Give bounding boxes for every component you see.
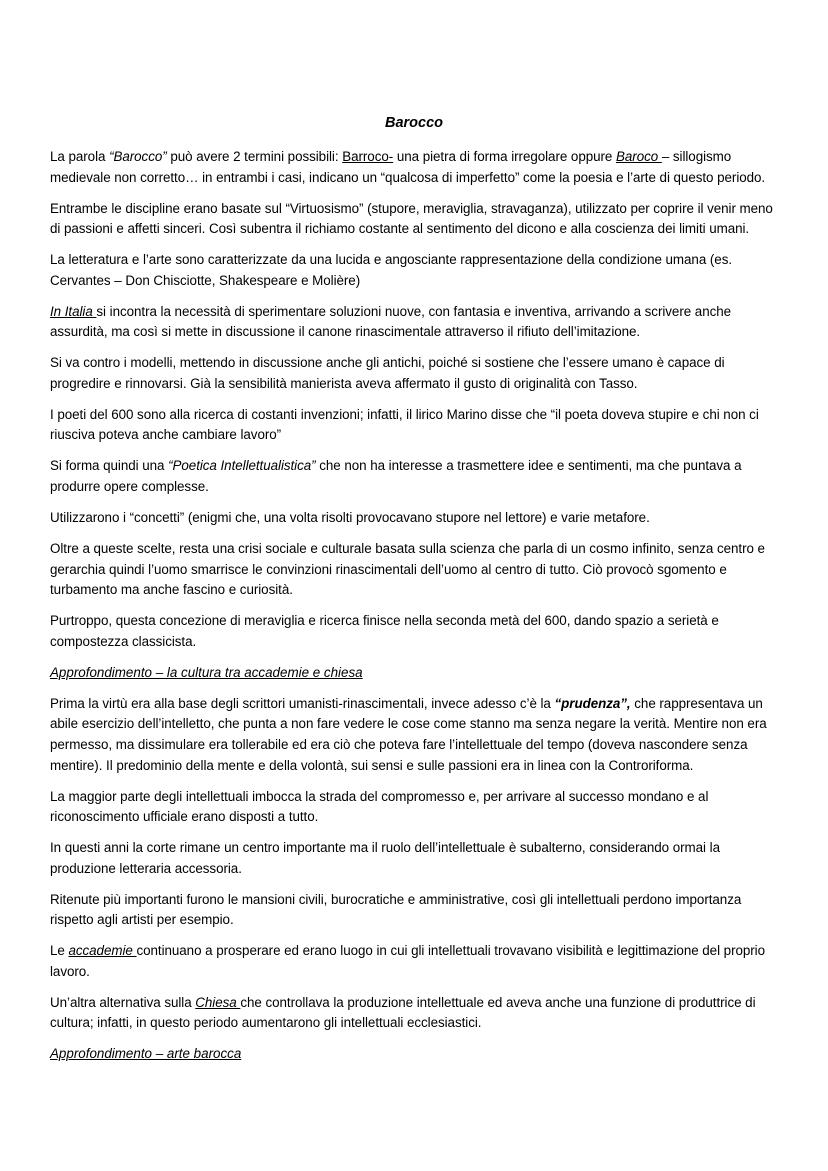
paragraph-in-italia bbox=[50, 302, 778, 343]
paragraph-poetica bbox=[50, 456, 778, 497]
text: Le bbox=[50, 943, 69, 959]
paragraph-prudenza bbox=[50, 694, 778, 776]
term-poetica-intellettualistica: “Poetica Intellettualistica” bbox=[168, 458, 316, 474]
section-heading-cultura: Approfondimento – la cultura tra accademie e chiesa bbox=[50, 664, 363, 680]
text: Prima la virtù era alla base degli scrittori umanisti-rinascimentali, invece adesso c’è la bbox=[50, 695, 555, 711]
paragraph-purtroppo: Purtroppo, questa concezione di meraviglia e ricerca finisce nella seconda metà del 600, dando spazio a serietà e compostezza classicista. bbox=[50, 613, 719, 649]
paragraph-poeti-600: I poeti del 600 sono alla ricerca di costanti invenzioni; infatti, il lirico Marino disse che “il poeta doveva stupire e chi non ci riusciva poteva anche cambiare lavoro” bbox=[50, 406, 759, 443]
paragraph-modelli: Si va contro i modelli, mettendo in discussione anche gli antichi, poiché si sostiene che l’essere umano è capace di progredire e rinnovarsi. Già la sensibilità manierista aveva affermato il gusto di originalità con Tasso. bbox=[50, 355, 725, 391]
text: La parola bbox=[50, 149, 110, 164]
text: continuano a prosperare ed erano luogo in cui gli intellettuali trovavano visibilità e legittimazione del proprio lavoro. bbox=[50, 943, 766, 979]
text: Si forma quindi una bbox=[50, 458, 169, 474]
paragraph-crisi: Oltre a queste scelte, resta una crisi sociale e culturale basata sulla scienza che parla di un cosmo infinito, senza centro e gerarchia quindi l’uomo smarrisce le convinzioni rinascimentali dell’uomo al centro di tutto. Ciò provocò sgomento e turbamento ma anche fascino e curiosità. bbox=[50, 541, 765, 598]
text: Un’altra alternativa sulla bbox=[50, 994, 196, 1010]
document-title: Barocco bbox=[384, 115, 444, 131]
paragraph-chiesa bbox=[50, 993, 778, 1034]
text: – sillogismo medievale non corretto… in entrambi i casi, indicano un “qualcosa di imperfetto” come la poesia e l’arte di questo periodo. bbox=[50, 149, 766, 185]
term-barocco: “Barocco” bbox=[109, 149, 167, 164]
term-in-italia: In Italia bbox=[50, 303, 97, 319]
term-chiesa: Chiesa bbox=[195, 994, 241, 1010]
text: che controllava la produzione intellettuale ed aveva anche una funzione di produttrice di cultura; infatti, in questo periodo aumentarono gli intellettuali ecclesiastici. bbox=[50, 994, 756, 1031]
paragraph-accademie bbox=[50, 941, 778, 982]
term-accademie: accademie bbox=[68, 943, 137, 959]
term-prudenza: “prudenza”, bbox=[554, 695, 631, 711]
section-heading-arte: Approfondimento – arte barocca bbox=[50, 1046, 242, 1062]
term-baroco: Baroco bbox=[616, 149, 662, 164]
paragraph-concetti: Utilizzarono i “concetti” (enigmi che, una volta risolti provocavano stupore nel lettore) e varie metafore. bbox=[50, 510, 650, 526]
paragraph-mansioni: Ritenute più importanti furono le mansioni civili, burocratiche e amministrative, così gli intellettuali perdono importanza rispetto agli artisti per esempio. bbox=[50, 891, 742, 928]
paragraph-corte: In questi anni la corte rimane un centro importante ma il ruolo dell’intellettuale è subalterno, considerando ormai la produzione letteraria accessoria. bbox=[50, 840, 720, 876]
paragraph-barocco-origin bbox=[50, 147, 778, 188]
text: una pietra di forma irregolare oppure bbox=[393, 149, 616, 164]
term-barroco: Barroco- bbox=[342, 149, 394, 164]
text: che non ha interesse a trasmettere idee e sentimenti, ma che puntava a produrre opere complesse. bbox=[50, 458, 742, 495]
paragraph-virtuosismo: Entrambe le discipline erano basate sul “Virtuosismo” (stupore, meraviglia, stravaganza), utilizzato per coprire il venir meno di passioni e affetti sinceri. Così subentra il richiamo costante al sentimento del dicono e alla coscienza dei limiti umani. bbox=[50, 200, 773, 237]
text: può avere 2 termini possibili: bbox=[166, 149, 343, 164]
text: che rappresentava un abile esercizio dell’intelletto, che punta a non fare vedere le cose come stanno ma senza negare la verità. Mentire non era permesso, ma dissimulare era tollerabile ed era ciò che poteva fare l’intellettuale del tempo (doveva nascondere senza mentire). Il predominio della mente e della volontà, sui sensi e sulle passioni era in linea con la Controriforma. bbox=[50, 695, 767, 773]
text: si incontra la necessità di sperimentare soluzioni nuove, con fantasia e inventiva, arrivando a scrivere anche assurdità, ma così si mette in discussione il canone rinascimentale attraverso il rifiuto dell’imitazione. bbox=[50, 303, 732, 340]
paragraph-compromesso: La maggior parte degli intellettuali imbocca la strada del compromesso e, per arrivare al successo mondano e al riconoscimento ufficiale erano disposti a tutto. bbox=[50, 788, 709, 825]
paragraph-letteratura-arte: La letteratura e l’arte sono caratterizzate da una lucida e angosciante rappresentazione della condizione umana (es. Cervantes – Don Chisciotte, Shakespeare e Molière) bbox=[50, 252, 733, 288]
